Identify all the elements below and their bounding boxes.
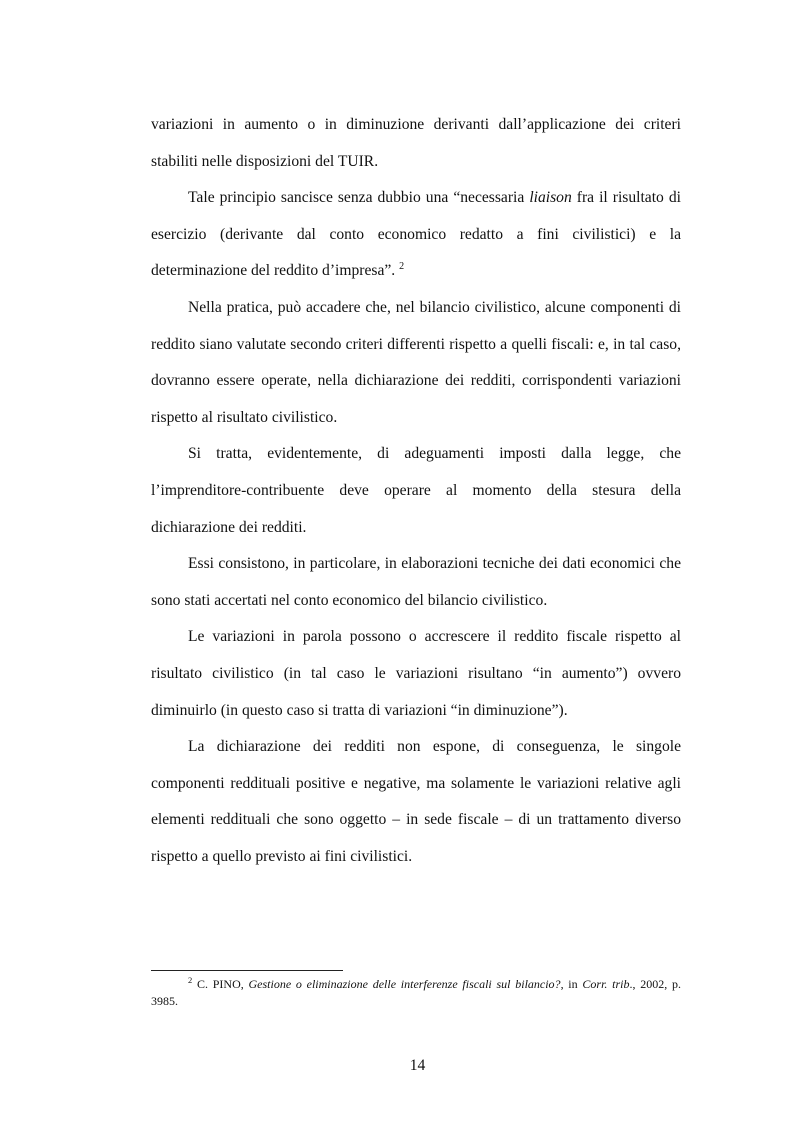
paragraph: [151, 729, 681, 875]
paragraph: [151, 107, 681, 180]
paragraph: [151, 436, 681, 546]
text-segment: , in: [560, 977, 583, 991]
paragraph: [151, 619, 681, 729]
text-segment: Tale principio sancisce senza dubbio una “necessaria: [188, 189, 530, 207]
page-number: 14: [409, 1057, 426, 1074]
paragraph: [151, 546, 681, 619]
paragraph: [151, 180, 681, 290]
text-segment: ., 2002, p. 3985.: [151, 977, 681, 1008]
text-segment: Si tratta, evidentemente, di adeguamenti imposti dalla legge, che l’imprenditore-contribuente deve operare al momento della stesura della dichiarazione dei redditi.: [151, 445, 681, 536]
footnote-text: [151, 977, 681, 1008]
text-segment: La dichiarazione dei redditi non espone, di conseguenza, le singole componenti reddituali positive e negative, ma solamente le variazioni relative agli elementi reddituali che sono oggetto – in sede fiscale – di un trattamento diverso rispetto a quello previsto ai fini civilistici.: [151, 738, 681, 865]
text-segment: Le variazioni in parola possono o accrescere il reddito fiscale rispetto al risultato civilistico (in tal caso le variazioni risultano “in aumento”) ovvero diminuirlo (in questo caso si tratta di variazioni “in diminuzione”).: [151, 628, 681, 719]
italic-text: Corr. trib: [582, 977, 630, 991]
paragraph: [151, 290, 681, 436]
footnote: [151, 976, 681, 1010]
footnote-separator: [151, 970, 343, 971]
italic-text: liaison: [529, 189, 572, 207]
body-text: [151, 107, 681, 875]
footnote-number: 2: [188, 975, 193, 985]
text-segment: variazioni in aumento o in diminuzione derivanti dall’applicazione dei criteri stabiliti nelle disposizioni del TUIR.: [151, 116, 681, 170]
italic-text: Gestione o eliminazione delle interferenze fiscali sul bilancio?: [248, 977, 561, 991]
text-segment: Essi consistono, in particolare, in elaborazioni tecniche dei dati economici che sono stati accertati nel conto economico del bilancio civilistico.: [151, 555, 681, 609]
text-segment: C. PINO,: [192, 977, 249, 991]
text-segment: Nella pratica, può accadere che, nel bilancio civilistico, alcune componenti di reddito siano valutate secondo criteri differenti rispetto a quelli fiscali: e, in tal caso, dovranno essere operate, nella dichiarazione dei redditi, corrispondenti variazioni rispetto al risultato civilistico.: [151, 298, 681, 426]
text-segment: fra il risultato di esercizio (derivante dal conto economico redatto a fini civilistici) e la determinazione del reddito d’impresa”.: [151, 189, 681, 280]
footnote-reference: 2: [399, 261, 405, 273]
